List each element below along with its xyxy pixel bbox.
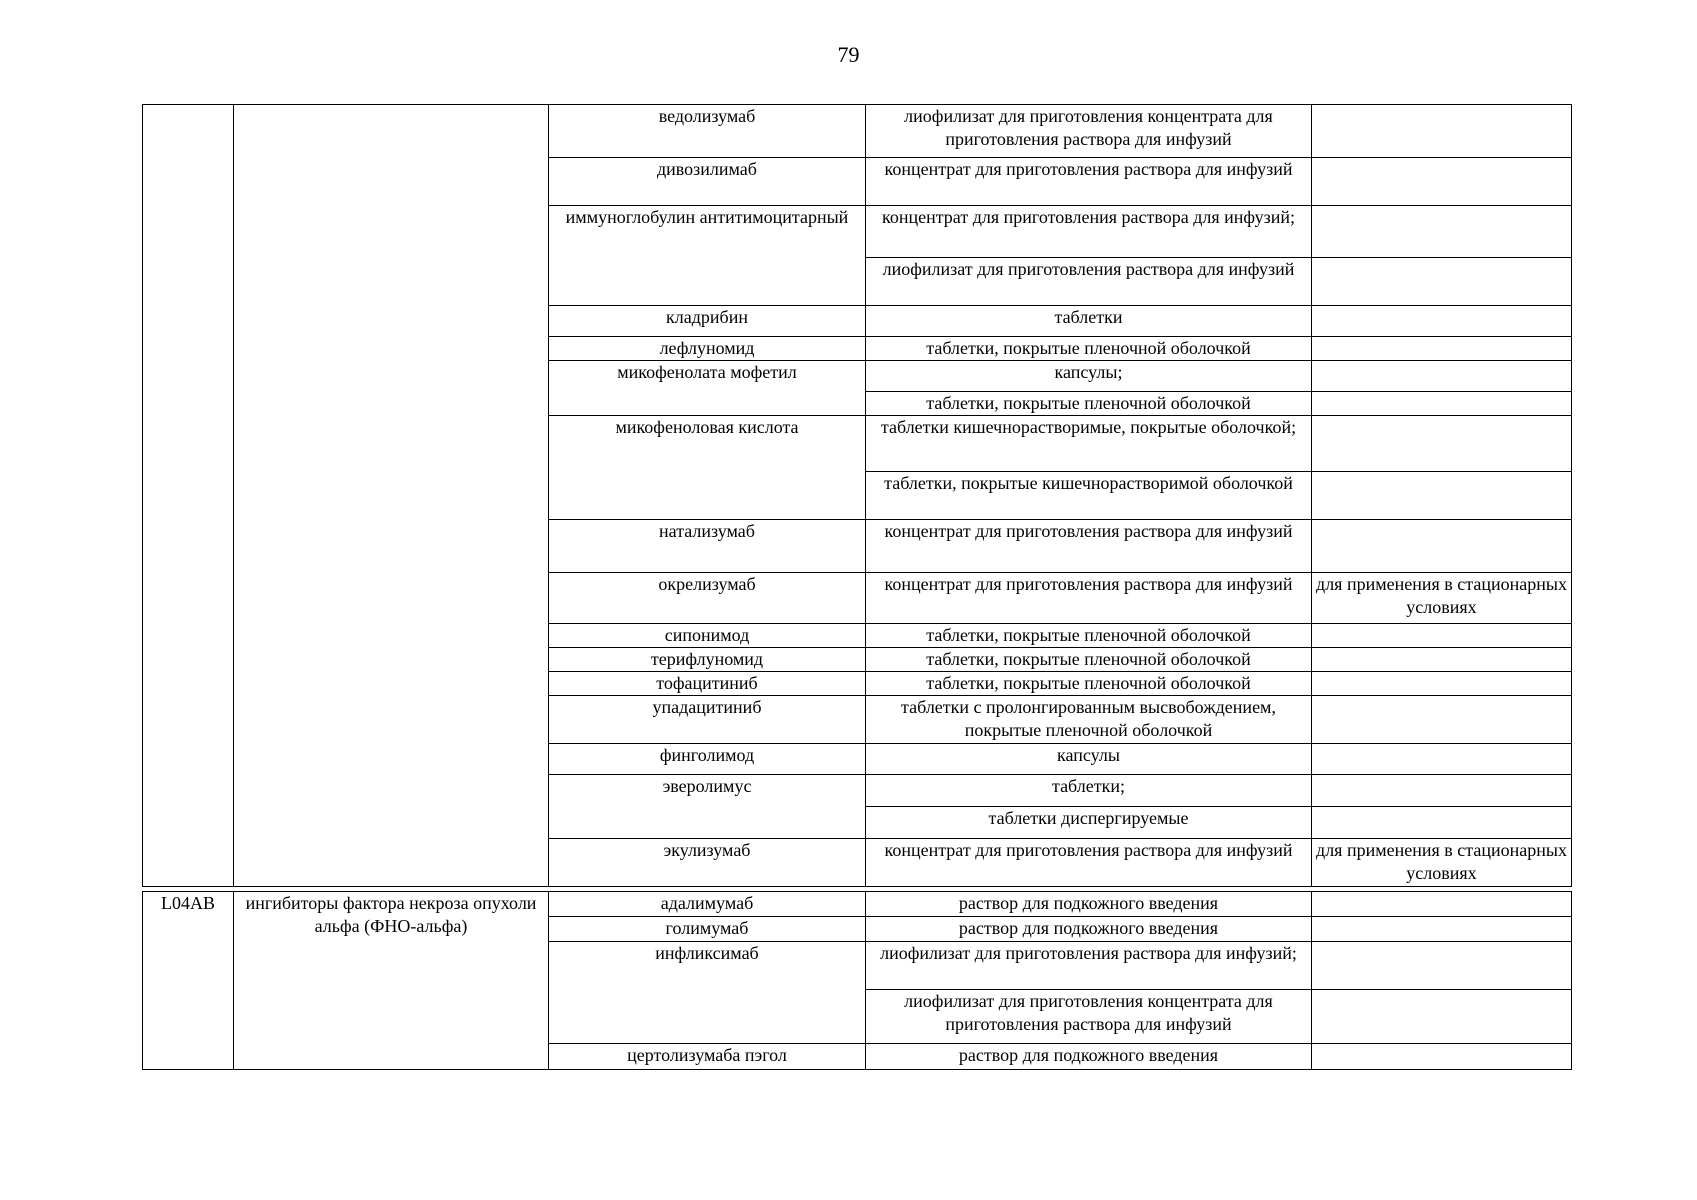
dosage-form: концентрат для приготовления раствора для инфузий <box>866 839 1312 887</box>
note-cell <box>1312 416 1572 472</box>
note-cell <box>1312 624 1572 648</box>
drug-name: микофеноловая кислота <box>549 416 866 520</box>
note-cell <box>1312 744 1572 775</box>
dosage-form: таблетки диспергируемые <box>866 807 1312 839</box>
note-cell <box>1312 807 1572 839</box>
dosage-form: раствор для подкожного введения <box>866 917 1312 942</box>
group-name: ингибиторы фактора некроза опухоли альфа (ФНО-альфа) <box>234 892 549 1070</box>
note-cell: для применения в стационарных условиях <box>1312 573 1572 624</box>
drug-name: финголимод <box>549 744 866 775</box>
drug-name: лефлуномид <box>549 337 866 361</box>
dosage-form: таблетки, покрытые кишечнорастворимой оболочкой <box>866 472 1312 520</box>
dosage-form: раствор для подкожного введения <box>866 1044 1312 1070</box>
note-cell <box>1312 917 1572 942</box>
note-cell <box>1312 1044 1572 1070</box>
code-cell-empty <box>143 105 234 887</box>
group-cell-empty <box>234 105 549 887</box>
dosage-form: таблетки, покрытые пленочной оболочкой <box>866 672 1312 696</box>
note-cell <box>1312 105 1572 158</box>
note-cell <box>1312 696 1572 744</box>
note-cell <box>1312 206 1572 258</box>
dosage-form: концентрат для приготовления раствора для инфузий <box>866 158 1312 206</box>
dosage-form: капсулы; <box>866 361 1312 392</box>
dosage-form: таблетки кишечнорастворимые, покрытые оболочкой; <box>866 416 1312 472</box>
note-cell <box>1312 361 1572 392</box>
dosage-form: таблетки, покрытые пленочной оболочкой <box>866 648 1312 672</box>
note-cell <box>1312 892 1572 917</box>
drug-name: сипонимод <box>549 624 866 648</box>
drug-name: упадацитиниб <box>549 696 866 744</box>
dosage-form: капсулы <box>866 744 1312 775</box>
note-cell <box>1312 306 1572 337</box>
note-cell <box>1312 672 1572 696</box>
note-cell <box>1312 942 1572 990</box>
note-cell <box>1312 990 1572 1044</box>
note-cell <box>1312 472 1572 520</box>
drug-name: микофенолата мофетил <box>549 361 866 416</box>
table-row <box>143 105 1572 158</box>
note-cell <box>1312 775 1572 807</box>
dosage-form: таблетки, покрытые пленочной оболочкой <box>866 392 1312 416</box>
dosage-form: таблетки <box>866 306 1312 337</box>
drug-name: дивозилимаб <box>549 158 866 206</box>
dosage-form: лиофилизат для приготовления раствора для инфузий; <box>866 942 1312 990</box>
drug-name: иммуноглобулин антитимоцитарный <box>549 206 866 306</box>
note-cell <box>1312 337 1572 361</box>
drug-name: кладрибин <box>549 306 866 337</box>
drug-name: ведолизумаб <box>549 105 866 158</box>
dosage-form: таблетки с пролонгированным высвобождением, покрытые пленочной оболочкой <box>866 696 1312 744</box>
dosage-form: таблетки, покрытые пленочной оболочкой <box>866 337 1312 361</box>
note-cell: для применения в стационарных условиях <box>1312 839 1572 887</box>
note-cell <box>1312 158 1572 206</box>
dosage-form: раствор для подкожного введения <box>866 892 1312 917</box>
note-cell <box>1312 258 1572 306</box>
drug-table <box>142 104 1572 887</box>
dosage-form: лиофилизат для приготовления концентрата для приготовления раствора для инфузий <box>866 990 1312 1044</box>
drug-name: цертолизумаба пэгол <box>549 1044 866 1070</box>
atc-code: L04AB <box>143 892 234 1070</box>
drug-table-l04ab <box>142 891 1572 1070</box>
drug-name: окрелизумаб <box>549 573 866 624</box>
drug-name: адалимумаб <box>549 892 866 917</box>
drug-name: эверолимус <box>549 775 866 839</box>
note-cell <box>1312 392 1572 416</box>
dosage-form: концентрат для приготовления раствора для инфузий; <box>866 206 1312 258</box>
drug-name: голимумаб <box>549 917 866 942</box>
dosage-form: таблетки, покрытые пленочной оболочкой <box>866 624 1312 648</box>
drug-name: терифлуномид <box>549 648 866 672</box>
table-row <box>143 892 1572 917</box>
drug-name: экулизумаб <box>549 839 866 887</box>
dosage-form: концентрат для приготовления раствора для инфузий <box>866 520 1312 573</box>
dosage-form: лиофилизат для приготовления концентрата для приготовления раствора для инфузий <box>866 105 1312 158</box>
note-cell <box>1312 648 1572 672</box>
drug-name: натализумаб <box>549 520 866 573</box>
page-number: 79 <box>837 42 860 67</box>
dosage-form: лиофилизат для приготовления раствора для инфузий <box>866 258 1312 306</box>
note-cell <box>1312 520 1572 573</box>
drug-name: инфликсимаб <box>549 942 866 1044</box>
dosage-form: таблетки; <box>866 775 1312 807</box>
dosage-form: концентрат для приготовления раствора для инфузий <box>866 573 1312 624</box>
drug-name: тофацитиниб <box>549 672 866 696</box>
